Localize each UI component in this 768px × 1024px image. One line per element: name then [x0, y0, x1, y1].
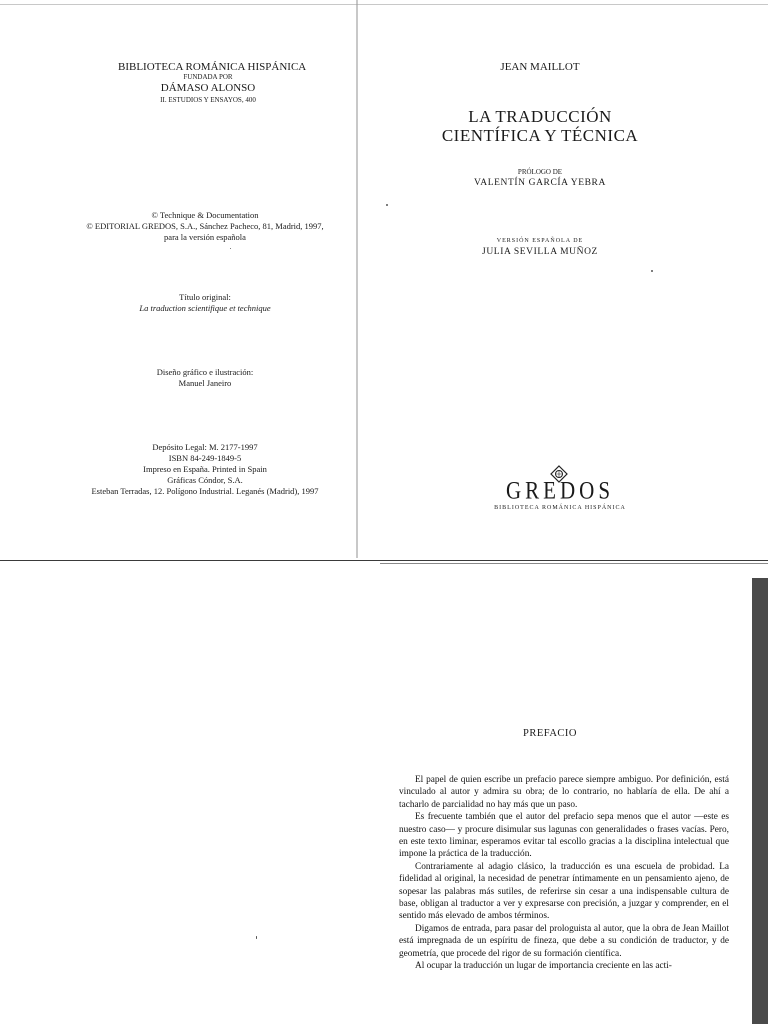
founded-by-label: FUNDADA POR: [183, 73, 233, 81]
series-title: BIBLIOTECA ROMÁNICA HISPÁNICA: [118, 61, 307, 73]
original-title-label: Título original:: [179, 292, 231, 302]
page-edge: [0, 4, 768, 5]
printed-in: Impreso en España. Printed in Spain: [143, 464, 267, 474]
design-label: Diseño gráfico e ilustración:: [156, 367, 254, 377]
series-section: II. ESTUDIOS Y ENSAYOS, 400: [160, 96, 256, 104]
author-name: JEAN MAILLOT: [500, 61, 580, 73]
paragraph: Es frecuente también que el autor del prefacio sepa menos que el autor —este es nuestro caso— y procure disimular sus lagunas con generalidades o frases vacías. Pero, en este texto liminar, esperamos evitar tal escollo gracias a la disciplina intelectual que impone la práctica de la traducción.: [399, 812, 729, 860]
prefacio-heading: PREFACIO: [523, 728, 577, 739]
isbn: ISBN 84-249-1849-5: [168, 453, 242, 463]
copyright-line-2: © EDITORIAL GREDOS, S.A., Sánchez Pacheco, 81, Madrid, 1997,: [86, 221, 324, 231]
book-title-line-1: LA TRADUCCIÓN: [468, 107, 612, 126]
scan-speck: [256, 936, 257, 939]
page-fold: [0, 560, 768, 561]
page-shadow: [752, 578, 768, 1024]
scan-speck: [386, 204, 388, 206]
book-title-line-2: CIENTÍFICA Y TÉCNICA: [441, 126, 639, 145]
copyright-line-1: © Technique & Documentation: [151, 210, 259, 220]
book-gutter: [356, 0, 358, 558]
publisher-logo-text: GREDOS: [505, 475, 614, 505]
legal-deposit: Depósito Legal: M. 2177-1997: [152, 442, 258, 452]
prefacio-body: [399, 774, 729, 973]
prologue-author: VALENTÍN GARCÍA YEBRA: [474, 178, 606, 188]
paragraph: Contrariamente al adagio clásico, la traducción es una escuela de probidad. La fidelidad al original, la necesidad de penetrar íntimamente en un pensamiento ajeno, de sopesar las palabras más sutiles, de referirse sin cesar a una indispensable cultura de base, obligan al traductor a ver y expresarse con precisión, a juzgar y comprender, en el sentido más elevado de ambos términos.: [399, 861, 729, 922]
paragraph: Al ocupar la traducción un lugar de importancia creciente en las acti-: [415, 961, 672, 972]
printer-address: Esteban Terradas, 12. Polígono Industrial. Leganés (Madrid), 1997: [91, 486, 319, 496]
design-name: Manuel Janeiro: [178, 378, 232, 388]
translator-name: JULIA SEVILLA MUÑOZ: [482, 247, 598, 257]
translation-label: VERSIÓN ESPAÑOLA DE: [496, 238, 584, 244]
scan-speck: [651, 270, 653, 272]
page-fold: [380, 563, 768, 564]
copyright-line-3: para la versión española: [164, 232, 246, 242]
printer-name: Gráficas Cóndor, S.A.: [167, 475, 243, 485]
scan-speck: [230, 248, 231, 249]
prologue-label: PRÓLOGO DE: [517, 168, 563, 176]
founder-name: DÁMASO ALONSO: [160, 82, 256, 94]
paragraph: Digamos de entrada, para pasar del prologuista al autor, que la obra de Jean Maillot está impregnada de un espíritu de fineza, que debe a su condición de traductor, y de geometría, que procede del rigor de su formación científica.: [399, 923, 729, 959]
original-title: La traduction scientifique et technique: [139, 303, 271, 313]
publisher-series: BIBLIOTECA ROMÁNICA HISPÁNICA: [494, 505, 626, 511]
paragraph: El papel de quien escribe un prefacio parece siempre ambiguo. Por definición, está vinculado al autor y admira su obra; de lo contrario, no hablaría de ella. De ahí a tacharlo de parcialidad no hay más que un paso.: [399, 775, 729, 810]
